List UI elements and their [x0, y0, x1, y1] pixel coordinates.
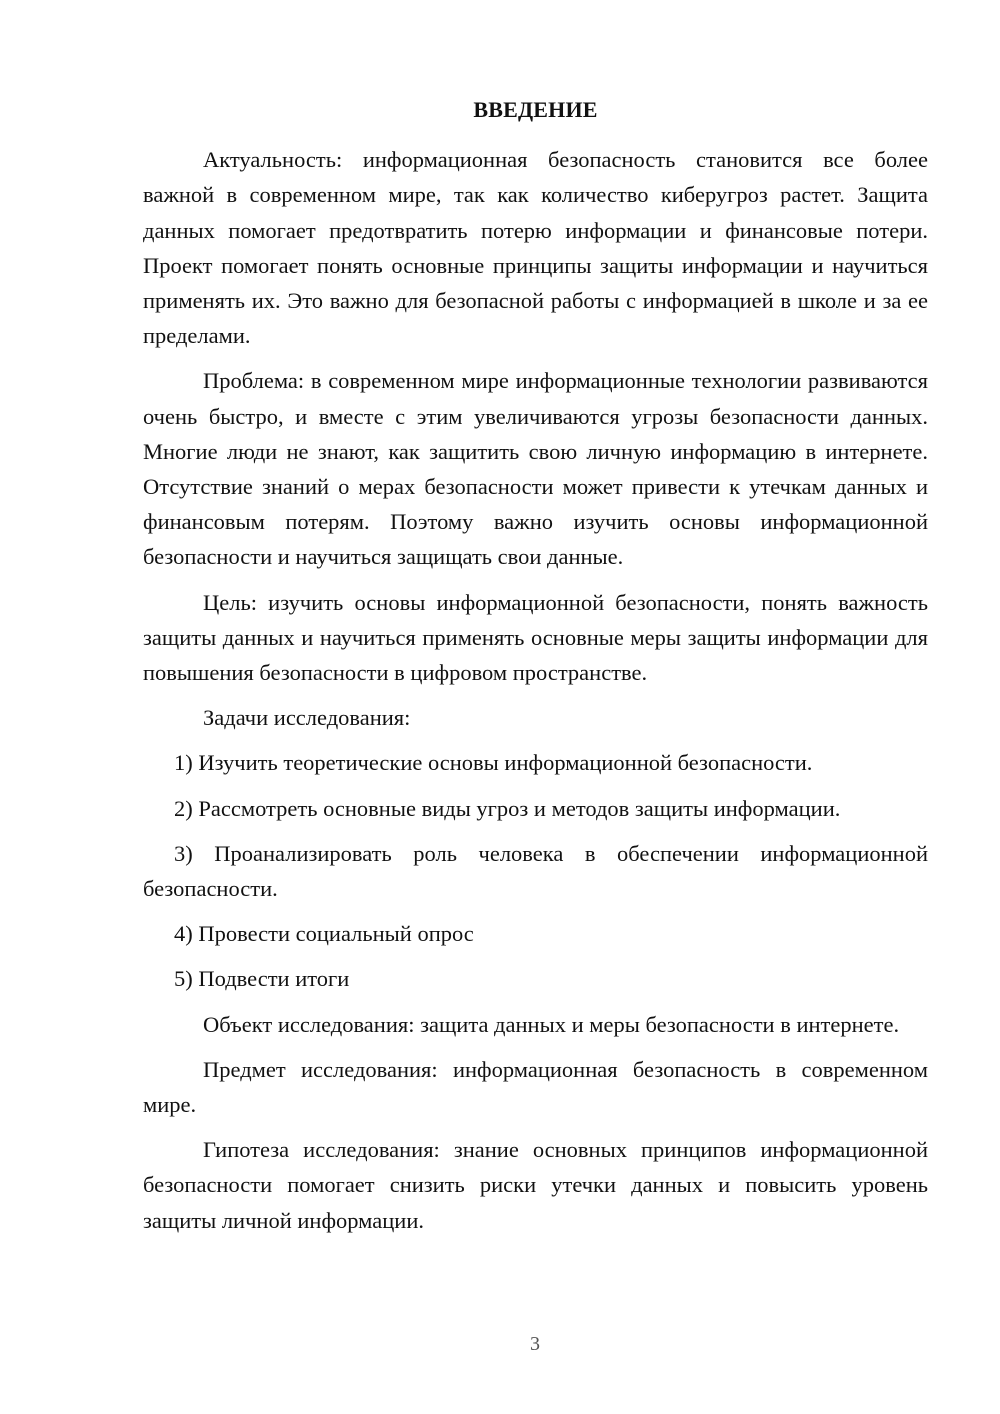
task-item-1: 1) Изучить теоретические основы информационной безопасности.: [174, 750, 813, 776]
task-item-5: 5) Подвести итоги: [174, 966, 350, 992]
paragraph-object: Объект исследования: защита данных и меры безопасности в интернете.: [203, 1011, 900, 1037]
page-number: 3: [530, 1333, 540, 1355]
paragraph-subject: Предмет исследования: информационная безопасность в современном мире.: [143, 1056, 928, 1118]
paragraph-tasks-heading: Задачи исследования:: [203, 705, 411, 731]
page-title: ВВЕДЕНИЕ: [473, 97, 598, 122]
document-page: [143, 92, 928, 1248]
paragraph-hypothesis: Гипотеза исследования: знание основных принципов информационной безопасности помогает снизить риски утечки данных и повысить уровень защиты личной информации.: [143, 1137, 928, 1233]
paragraph-problem: Проблема: в современном мире информационные технологии развиваются очень быстро, и вместе с этим увеличиваются угрозы безопасности данных. Многие люди не знают, как защитить свою личную информацию в интернете. Отсутствие знаний о мерах безопасности может привести к утечкам данных и финансовым потерям. Поэтому важно изучить основы информационной безопасности и научиться защищать свои данные.: [143, 368, 928, 570]
task-item-2: 2) Рассмотреть основные виды угроз и методов защиты информации.: [174, 795, 841, 821]
paragraph-relevance: Актуальность: информационная безопасность становится все более важной в современном мире, так как количество киберугроз растет. Защита данных помогает предотвратить потерю информации и финансовые потери. Проект помогает понять основные принципы защиты информации и научиться применять их. Это важно для безопасной работы с информацией в школе и за ее пределами.: [143, 147, 928, 349]
task-item-3: 3) Проанализировать роль человека в обеспечении информационной безопасности.: [143, 840, 928, 902]
task-item-4: 4) Провести социальный опрос: [174, 921, 474, 947]
paragraph-goal: Цель: изучить основы информационной безопасности, понять важность защиты данных и научиться применять основные меры защиты информации для повышения безопасности в цифровом пространстве.: [143, 589, 928, 686]
